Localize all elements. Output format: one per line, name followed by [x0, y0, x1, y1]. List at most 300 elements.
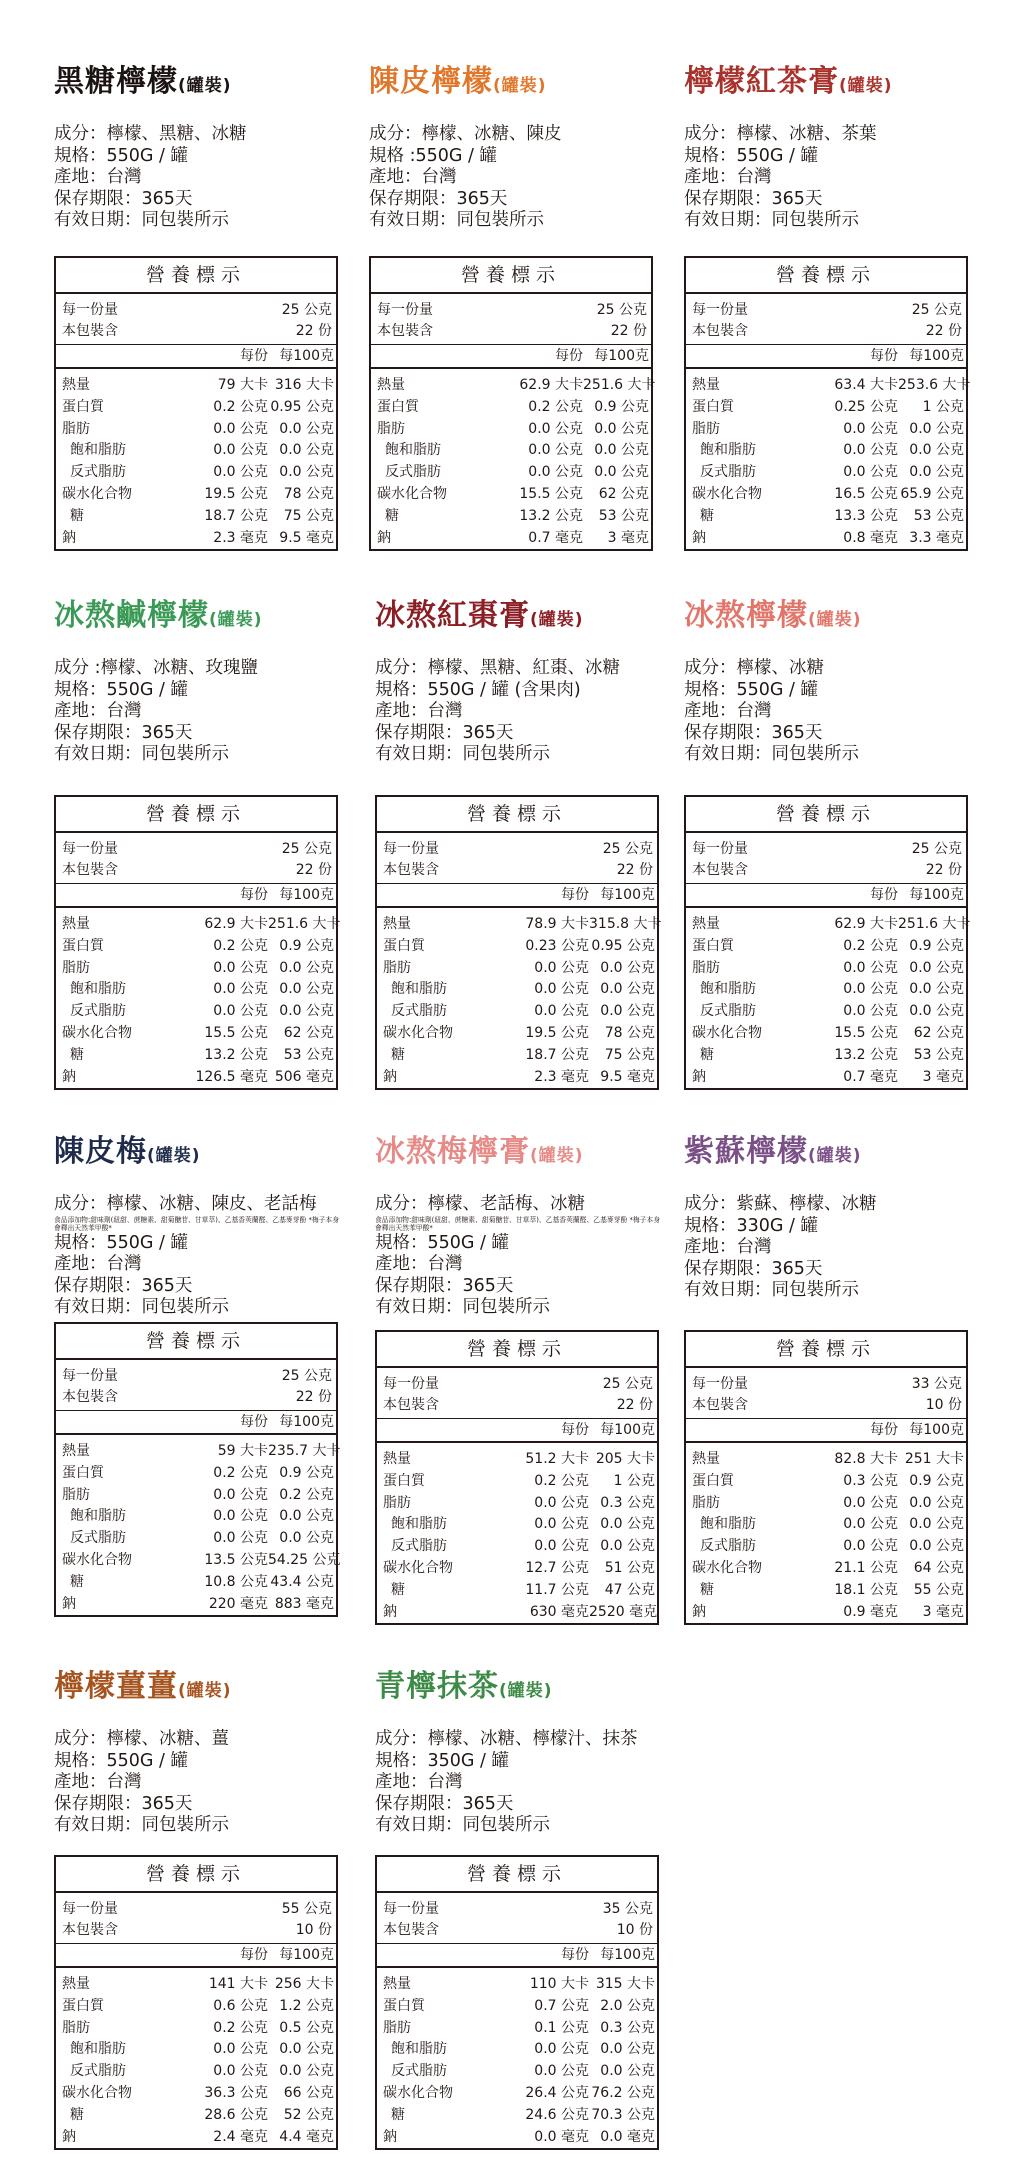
value-per-serving: 59 大卡: [217, 1443, 268, 1459]
nutrient-name: 飽和脂肪: [70, 1508, 126, 1525]
nutrient-name: 糖: [385, 507, 399, 524]
product-info: [375, 1667, 665, 1837]
col-per-100g: 每100克: [600, 1947, 655, 1963]
serving-info: [686, 1368, 966, 1419]
nutrition-panel: [369, 256, 656, 551]
nutrient-name: 脂肪: [377, 420, 405, 437]
nutrient-row: [692, 528, 964, 550]
nutrient-row: [377, 440, 649, 462]
nutrient-rows: [377, 1968, 657, 2148]
product-specs: [54, 124, 344, 232]
value-per-serving: 0.0 公克: [843, 1494, 898, 1511]
nutrient-name: 鈉: [62, 2128, 76, 2145]
value-per-serving: 0.0 公克: [213, 420, 268, 437]
nutrient-row: [692, 1558, 964, 1580]
product-title: [369, 62, 659, 106]
col-per-serving: 每份: [561, 887, 589, 903]
value-per-serving: 0.0 公克: [843, 1003, 898, 1020]
nutrient-row: [383, 1602, 658, 1624]
spec-line: 產地：台灣: [684, 1237, 772, 1257]
servings-value: 10 份: [925, 1397, 962, 1413]
nutrient-name: 碳水化合物: [692, 1024, 762, 1041]
serving-size-row: [383, 1899, 653, 1920]
product-suffix: (罐裝): [808, 1146, 862, 1166]
product-specs: [684, 658, 974, 766]
nutrient-rows: [686, 908, 971, 1088]
nutrient-row: [383, 1996, 655, 2018]
nutrient-row: [383, 1449, 655, 1471]
col-per-serving: 每份: [561, 1422, 589, 1438]
value-per-100g: 0.9 公克: [909, 937, 964, 954]
nutrient-name: 飽和脂肪: [70, 442, 126, 459]
value-per-100g: 9.5 毫克: [600, 1068, 655, 1085]
value-per-100g: 78 公克: [604, 1024, 655, 1041]
servings-row: [383, 1395, 653, 1416]
value-per-100g: 0.0 公克: [909, 1003, 964, 1020]
serving-size-label: 每一份量: [383, 1901, 439, 1917]
product-suffix: (罐裝): [530, 610, 584, 630]
nutrient-name: 飽和脂肪: [385, 442, 441, 459]
nutrient-row: [692, 1023, 964, 1045]
spec-line: 產地：台灣: [54, 701, 142, 721]
value-per-100g: 0.0 公克: [600, 1538, 655, 1555]
value-per-100g: 62 公克: [913, 1024, 964, 1041]
nutrient-name: 反式脂肪: [700, 464, 756, 481]
nutrient-name: 蛋白質: [383, 1997, 425, 2014]
value-per-100g: 0.0 毫克: [600, 2128, 655, 2145]
nutrient-name: 脂肪: [692, 1494, 720, 1511]
value-per-100g: 0.0 公克: [909, 1516, 964, 1533]
nutrition-panel: [375, 1855, 659, 2150]
value-per-100g: 54.25 公克: [268, 1551, 341, 1568]
nutrient-name: 碳水化合物: [383, 1559, 453, 1576]
spec-line: 保存期限：365天: [684, 722, 823, 743]
col-per-100g: 每100克: [279, 1414, 334, 1430]
nutrient-name: 鈉: [383, 2128, 397, 2145]
value-per-100g: 315.8 大卡: [589, 916, 662, 932]
value-per-serving: 16.5 公克: [834, 485, 898, 502]
product-name: 檸檬紅茶膏: [684, 64, 839, 99]
nutrient-name: 碳水化合物: [383, 1024, 453, 1041]
nutrition-panel: [54, 795, 341, 1090]
column-header: [56, 345, 336, 369]
nutrient-row: [62, 397, 334, 419]
nutrient-name: 糖: [70, 2106, 84, 2123]
nutrient-name: 反式脂肪: [700, 1538, 756, 1555]
nutrient-name: 熱量: [383, 916, 411, 932]
nutrition-panel: [684, 1330, 968, 1625]
nutrient-name: 熱量: [383, 1976, 411, 1992]
nutrient-row: [692, 462, 964, 484]
serving-size-row: [692, 1374, 962, 1395]
serving-size-row: [62, 1899, 332, 1920]
nutrient-row: [62, 1572, 334, 1594]
nutrient-row: [62, 375, 334, 397]
product-name: 青檸抹茶: [375, 1669, 499, 1704]
value-per-serving: 2.4 毫克: [213, 2128, 268, 2145]
nutrient-row: [62, 419, 334, 441]
col-per-serving: 每份: [240, 887, 268, 903]
nutrient-name: 碳水化合物: [62, 485, 132, 502]
nutrient-row: [62, 1001, 334, 1023]
col-per-serving: 每份: [240, 1414, 268, 1430]
value-per-serving: 15.5 公克: [519, 485, 583, 502]
value-per-100g: 0.5 公克: [279, 2019, 334, 2036]
value-per-100g: 1 公克: [613, 1472, 655, 1489]
value-per-serving: 2.3 毫克: [213, 529, 268, 546]
value-per-serving: 0.0 公克: [534, 1494, 589, 1511]
column-header: [686, 1419, 966, 1443]
value-per-serving: 0.0 公克: [213, 464, 268, 481]
spec-line: 保存期限：365天: [684, 188, 823, 209]
value-per-100g: 0.9 公克: [279, 937, 334, 954]
serving-size-value: 25 公克: [911, 841, 962, 857]
servings-row: [383, 860, 653, 881]
nutrient-name: 熱量: [62, 1443, 90, 1459]
serving-size-value: 25 公克: [602, 841, 653, 857]
nutrient-row: [383, 1974, 655, 1996]
nutrient-row: [62, 914, 341, 936]
nutrient-rows: [56, 369, 336, 549]
product-specs: [54, 1729, 344, 1837]
value-per-100g: 0.2 公克: [279, 1486, 334, 1503]
spec-line: 產地：台灣: [684, 701, 772, 721]
servings-label: 本包裝含: [383, 1397, 439, 1413]
servings-row: [692, 860, 962, 881]
product-specs: [375, 658, 665, 766]
nutrient-name: 反式脂肪: [700, 1003, 756, 1020]
serving-info: [377, 1893, 657, 1944]
value-per-serving: 79 大卡: [217, 377, 268, 393]
value-per-serving: 28.6 公克: [204, 2106, 268, 2123]
value-per-serving: 0.2 公克: [213, 937, 268, 954]
product-info: [54, 1667, 344, 1837]
nutrient-rows: [686, 369, 971, 549]
product-suffix: (罐裝): [839, 76, 893, 96]
value-per-serving: 0.0 公克: [213, 2063, 268, 2080]
value-per-serving: 0.0 公克: [213, 981, 268, 998]
product-specs: [54, 658, 344, 766]
nutrient-row: [377, 484, 649, 506]
value-per-serving: 0.23 公克: [525, 937, 589, 954]
serving-size-row: [62, 1366, 332, 1387]
nutrient-row: [62, 2083, 334, 2105]
value-per-100g: 2520 毫克: [589, 1603, 658, 1620]
nutrient-row: [383, 1536, 655, 1558]
nutrient-name: 鈉: [692, 529, 706, 546]
spec-line: 有效日期：同包裝所示: [375, 744, 550, 764]
value-per-serving: 12.7 公克: [525, 1559, 589, 1576]
product-info: [684, 62, 974, 232]
col-per-serving: 每份: [561, 1947, 589, 1963]
spec-line: 保存期限：365天: [54, 1793, 193, 1814]
value-per-serving: 0.0 公克: [534, 1003, 589, 1020]
value-per-serving: 0.25 公克: [834, 398, 898, 415]
col-per-serving: 每份: [870, 348, 898, 364]
value-per-100g: 78 公克: [283, 485, 334, 502]
nutrient-name: 反式脂肪: [70, 464, 126, 481]
nutrition-panel: [375, 795, 662, 1090]
nutrient-row: [62, 484, 334, 506]
spec-line: 產地：台灣: [684, 167, 772, 187]
product-title: [684, 1132, 974, 1176]
spec-line: 成分：檸檬、黑糖、紅棗、冰糖: [375, 658, 620, 678]
product-specs: [54, 1194, 344, 1319]
nutrient-row: [62, 2039, 334, 2061]
value-per-serving: 0.0 公克: [843, 1538, 898, 1555]
nutrient-name: 蛋白質: [62, 1464, 104, 1481]
serving-size-value: 25 公克: [911, 302, 962, 318]
value-per-100g: 0.0 公克: [600, 1003, 655, 1020]
value-per-serving: 0.0 公克: [843, 420, 898, 437]
serving-info: [686, 294, 966, 345]
product-suffix: (罐裝): [147, 1146, 201, 1166]
nutrient-name: 脂肪: [62, 420, 90, 437]
value-per-serving: 0.7 毫克: [843, 1068, 898, 1085]
value-per-100g: 256 大卡: [274, 1976, 334, 1992]
serving-info: [377, 1368, 657, 1419]
nutrient-name: 熱量: [377, 377, 405, 393]
spec-line: 有效日期：同包裝所示: [54, 210, 229, 230]
value-per-100g: 52 公克: [283, 2106, 334, 2123]
spec-line: 規格：550G / 罐: [54, 1232, 188, 1253]
value-per-100g: 251 大卡: [904, 1451, 964, 1467]
value-per-100g: 64 公克: [913, 1559, 964, 1576]
value-per-serving: 0.2 公克: [213, 398, 268, 415]
servings-row: [692, 321, 962, 342]
spec-line: 產地：台灣: [54, 1772, 142, 1792]
nutrient-name: 鈉: [377, 529, 391, 546]
serving-info: [56, 1360, 336, 1411]
product-name: 冰熬檸檬: [684, 598, 808, 633]
value-per-100g: 0.0 公克: [279, 420, 334, 437]
panel-title: 營養標示: [56, 1857, 336, 1893]
panel-title: 營養標示: [56, 258, 336, 294]
servings-label: 本包裝含: [383, 862, 439, 878]
col-per-100g: 每100克: [909, 1422, 964, 1438]
product-name: 黑糖檸檬: [54, 64, 178, 99]
product-specs: [375, 1729, 665, 1837]
value-per-100g: 1.2 公克: [279, 1997, 334, 2014]
nutrient-name: 熱量: [383, 1451, 411, 1467]
value-per-serving: 2.3 毫克: [534, 1068, 589, 1085]
nutrient-row: [692, 1067, 964, 1089]
value-per-serving: 26.4 公克: [525, 2084, 589, 2101]
product-name: 冰熬紅棗膏: [375, 598, 530, 633]
nutrient-row: [692, 936, 964, 958]
value-per-100g: 43.4 公克: [270, 1573, 334, 1590]
spec-line: 產地：台灣: [369, 167, 457, 187]
nutrient-name: 熱量: [62, 1976, 90, 1992]
serving-size-value: 25 公克: [281, 841, 332, 857]
value-per-100g: 883 毫克: [274, 1595, 334, 1612]
spec-line: 產地：台灣: [375, 1772, 463, 1792]
nutrient-row: [62, 1485, 334, 1507]
value-per-100g: 65.9 公克: [900, 485, 964, 502]
nutrient-row: [62, 2018, 334, 2040]
value-per-100g: 53 公克: [598, 507, 649, 524]
spec-line: 保存期限：365天: [54, 1275, 193, 1296]
nutrient-name: 反式脂肪: [70, 1003, 126, 1020]
value-per-serving: 0.0 公克: [534, 981, 589, 998]
nutrient-name: 蛋白質: [62, 1997, 104, 2014]
value-per-100g: 0.0 公克: [909, 442, 964, 459]
spec-line: 規格 :550G / 罐: [369, 145, 497, 166]
col-per-100g: 每100克: [909, 348, 964, 364]
value-per-100g: 76.2 公克: [591, 2084, 655, 2101]
nutrient-row: [383, 958, 655, 980]
nutrient-name: 熱量: [692, 916, 720, 932]
value-per-serving: 15.5 公克: [834, 1024, 898, 1041]
value-per-serving: 0.2 公克: [528, 398, 583, 415]
spec-line: 有效日期：同包裝所示: [54, 744, 229, 764]
spec-line: 產地：台灣: [375, 701, 463, 721]
product-suffix: (罐裝): [209, 610, 263, 630]
panel-title: 營養標示: [686, 797, 966, 833]
serving-size-label: 每一份量: [62, 1901, 118, 1917]
value-per-serving: 0.0 公克: [534, 1538, 589, 1555]
value-per-serving: 0.0 公克: [843, 959, 898, 976]
spec-line: 規格：350G / 罐: [375, 1750, 509, 1771]
value-per-serving: 0.0 公克: [534, 959, 589, 976]
servings-label: 本包裝含: [62, 862, 118, 878]
value-per-100g: 0.0 公克: [279, 442, 334, 459]
servings-label: 本包裝含: [62, 1922, 118, 1938]
nutrient-row: [383, 1001, 655, 1023]
value-per-100g: 0.0 公克: [279, 464, 334, 481]
nutrient-row: [62, 2105, 334, 2127]
nutrient-rows: [686, 1443, 966, 1623]
serving-size-row: [62, 300, 332, 321]
spec-line: 有效日期：同包裝所示: [684, 210, 859, 230]
nutrient-name: 飽和脂肪: [70, 981, 126, 998]
product-name: 紫蘇檸檬: [684, 1134, 808, 1169]
nutrient-row: [692, 397, 964, 419]
spec-line: 有效日期：同包裝所示: [684, 744, 859, 764]
product-info: [54, 596, 344, 766]
column-header: [377, 884, 657, 908]
nutrient-row: [383, 1045, 655, 1067]
spec-line: 成分：檸檬、冰糖、茶葉: [684, 124, 877, 144]
nutrient-row: [62, 1550, 341, 1572]
nutrient-name: 碳水化合物: [692, 485, 762, 502]
serving-info: [56, 294, 336, 345]
nutrient-name: 反式脂肪: [391, 2063, 447, 2080]
nutrient-row: [692, 914, 971, 936]
nutrient-row: [62, 1067, 334, 1089]
nutrient-name: 蛋白質: [692, 1472, 734, 1489]
value-per-serving: 0.2 公克: [213, 1464, 268, 1481]
value-per-100g: 0.0 公克: [594, 442, 649, 459]
value-per-serving: 24.6 公克: [525, 2106, 589, 2123]
serving-size-value: 35 公克: [602, 1901, 653, 1917]
product-title: [684, 596, 974, 640]
nutrient-row: [692, 440, 964, 462]
value-per-100g: 51 公克: [604, 1559, 655, 1576]
nutrient-row: [383, 2127, 655, 2149]
serving-size-label: 每一份量: [62, 1368, 118, 1384]
nutrient-row: [62, 936, 334, 958]
product-title: [684, 62, 974, 106]
value-per-100g: 70.3 公克: [591, 2106, 655, 2123]
servings-label: 本包裝含: [62, 1389, 118, 1405]
serving-info: [56, 1893, 336, 1944]
value-per-serving: 0.3 公克: [843, 1472, 898, 1489]
value-per-100g: 0.0 公克: [600, 2041, 655, 2058]
value-per-100g: 0.0 公克: [279, 2041, 334, 2058]
spec-line: 保存期限：365天: [375, 1275, 514, 1296]
value-per-serving: 0.7 毫克: [528, 529, 583, 546]
nutrient-row: [383, 1067, 655, 1089]
nutrient-row: [377, 462, 649, 484]
product-suffix: (罐裝): [493, 76, 547, 96]
value-per-serving: 0.2 公克: [213, 2019, 268, 2036]
value-per-serving: 51.2 大卡: [525, 1451, 589, 1467]
value-per-100g: 315 大卡: [595, 1976, 655, 1992]
nutrient-row: [383, 936, 655, 958]
serving-size-label: 每一份量: [62, 302, 118, 318]
serving-size-label: 每一份量: [377, 302, 433, 318]
value-per-serving: 62.9 大卡: [519, 377, 583, 393]
value-per-serving: 21.1 公克: [834, 1559, 898, 1576]
nutrient-name: 鈉: [62, 1068, 76, 1085]
value-per-100g: 0.0 公克: [909, 420, 964, 437]
nutrient-name: 熱量: [692, 377, 720, 393]
nutrient-row: [383, 1558, 655, 1580]
value-per-100g: 0.95 公克: [270, 398, 334, 415]
nutrient-name: 碳水化合物: [62, 1551, 132, 1568]
product-title: [375, 596, 665, 640]
value-per-100g: 205 大卡: [595, 1451, 655, 1467]
nutrient-name: 碳水化合物: [692, 1559, 762, 1576]
nutrition-panel: [375, 1330, 659, 1625]
col-per-serving: 每份: [555, 348, 583, 364]
serving-info: [56, 833, 336, 884]
serving-size-row: [692, 300, 962, 321]
value-per-100g: 0.0 公克: [279, 2063, 334, 2080]
serving-info: [371, 294, 651, 345]
value-per-serving: 0.9 毫克: [843, 1603, 898, 1620]
nutrient-name: 反式脂肪: [70, 2063, 126, 2080]
value-per-100g: 0.0 公克: [600, 959, 655, 976]
value-per-serving: 0.2 公克: [534, 1472, 589, 1489]
servings-row: [383, 1920, 653, 1941]
value-per-serving: 0.0 公克: [213, 1508, 268, 1525]
product-info: [375, 596, 665, 766]
spec-line: 保存期限：365天: [54, 188, 193, 209]
value-per-100g: 3 毫克: [922, 1603, 964, 1620]
value-per-100g: 251.6 大卡: [583, 377, 656, 393]
product-suffix: (罐裝): [808, 610, 862, 630]
panel-title: 營養標示: [371, 258, 651, 294]
nutrient-name: 糖: [391, 1046, 405, 1063]
spec-line: 成分：檸檬、冰糖、陳皮、老話梅: [54, 1194, 317, 1214]
spec-line: 成分 :檸檬、冰糖、玫瑰鹽: [54, 658, 258, 678]
servings-value: 22 份: [295, 862, 332, 878]
value-per-100g: 0.0 公克: [909, 1494, 964, 1511]
value-per-100g: 53 公克: [913, 1046, 964, 1063]
product-title: [54, 62, 344, 106]
product-name: 檸檬薑薑: [54, 1669, 178, 1704]
value-per-serving: 0.0 公克: [843, 1516, 898, 1533]
nutrient-row: [62, 979, 334, 1001]
spec-line: 成分：檸檬、冰糖、檸檬汁、抹茶: [375, 1729, 638, 1749]
panel-title: 營養標示: [377, 797, 657, 833]
value-per-serving: 63.4 大卡: [834, 377, 898, 393]
nutrient-name: 糖: [70, 507, 84, 524]
spec-line: 產地：台灣: [54, 1254, 142, 1274]
column-header: [377, 1944, 657, 1968]
